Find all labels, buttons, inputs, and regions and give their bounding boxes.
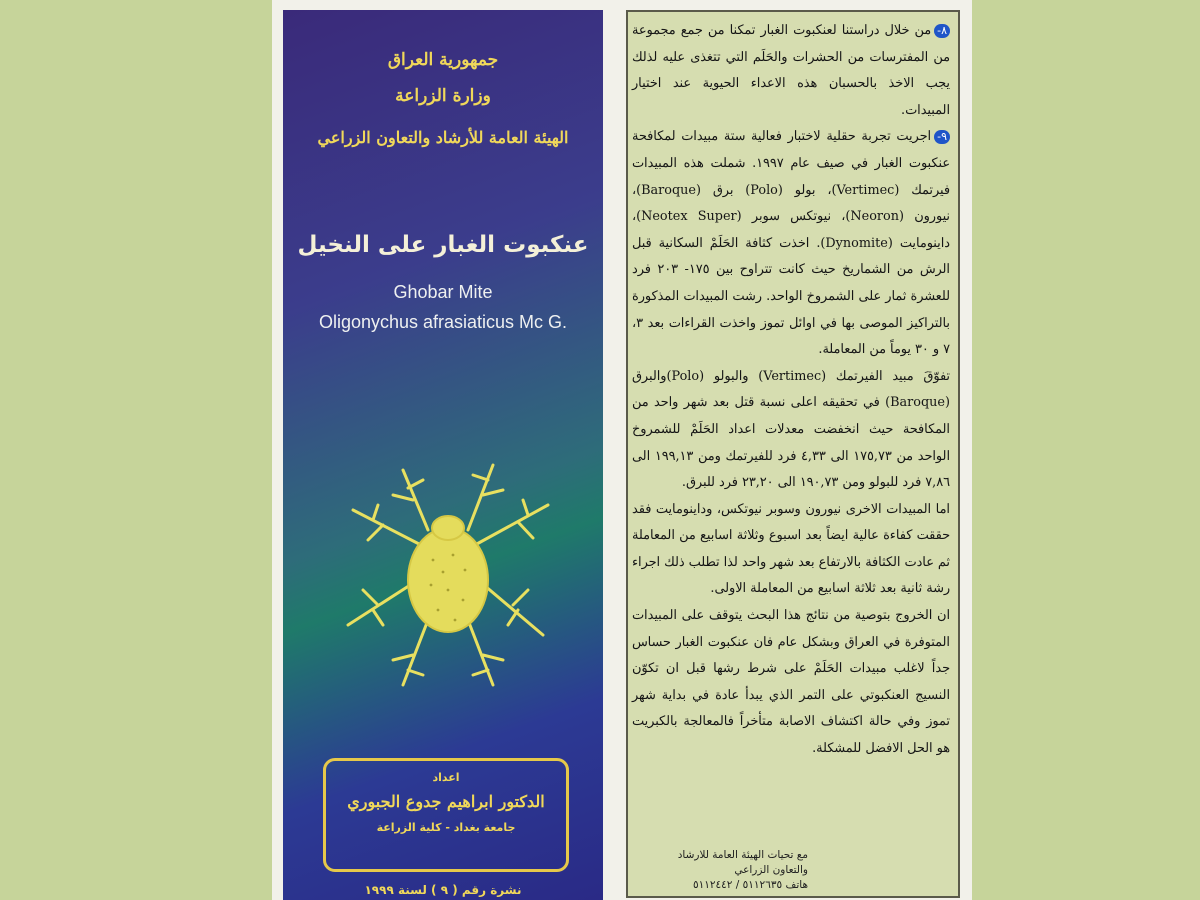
republic-heading: جمهورية العراق [387,50,499,70]
ministry-heading: وزارة الزراعة [395,86,491,106]
footer-phone: هاتف ٥١١٢٦٣٥ / ٥١١٢٤٤٢ [692,879,808,891]
paragraph-8-text: من خلال دراستنا لعنكبوت الغبار تمكنا من جمع مجموعة من المفترسات من الحشرات والحَلَم التي تتغذى عليه لذلك يجب الاخذ بالحسبان هذه الاعداء الحيوية عند اختيار المبيدات. [632,23,950,118]
english-title: Ghobar Mite [393,282,493,302]
footer-credit [628,848,808,893]
paragraph-recommendation: ان الخروج بتوصية من نتائج هذا البحث يتوقف على المبيدات المتوفرة في العراق وبشكل عام فان عنكبوت الغبار حساس جداً لاغلب مبيدات الحَلَمْ على شرط رشها قبل ان تكوّن النسيج العنكبوتي على التمر الذي يبدأ عادة في بداية شهر تموز وفي حالة اكتشاف الاصابة متأخراً فالمعالجة بالكبريت هو الحل الافضل للمشكلة. [632,608,950,757]
paragraph-9 [632,124,950,363]
item-number-9: ٩- [934,130,950,144]
paragraph-results: تفوّقَ مبيد الفيرتمك (Vertimec) والبولو (Polo)والبرق (Baroque) في تحقيقه اعلى نسبة قتل بعد شهر واحد من المكافحة حيث انخفضت معدلات اعداد الحَلَمْ للشمروخ الواحد من ١٧٥,٧٣ الى ٤,٣٣ فرد للفيرتمك ومن ١٩٩,١٣ الى ٧,٨٦ فرد للبولو ومن ١٩٠,٧٣ الى ٢٣,٢٠ فرد للبرق. [632,368,950,491]
text-panel [626,10,960,898]
footer-line-2: والتعاون الزراعي [734,864,808,876]
author-name: الدكتور ابراهيم جدوع الجبوري [347,792,545,811]
paragraph-8 [632,18,950,124]
authority-heading: الهيئة العامة للأرشاد والتعاون الزراعي [317,128,569,147]
arabic-title: عنكبوت الغبار على النخيل [297,232,589,258]
footer-line-1: مع تحيات الهيئة العامة للارشاد [677,849,808,861]
author-box [323,758,569,872]
mite-illustration [333,450,563,700]
scientific-name: Oligonychus afrasiaticus Mc G. [318,312,568,332]
item-number-8: ٨- [934,24,950,38]
cover-panel [283,10,603,900]
paragraph-other-pesticides: اما المبيدات الاخرى نيورون وسوبر نيوتكس، وداينومايت فقد حققت كفاءة عالية ايضاً بعد اسبوع وثلاثة اسابيع من المعاملة ثم عادت الكثافة بالارتفاع بعد شهر واحد لذا تطلب ذلك اجراء رشة ثانية بعد ثلاثة اسابيع من المعاملة الاولى. [632,501,950,597]
paragraph-9-text: اجريت تجربة حقلية لاختبار فعالية ستة مبيدات لمكافحة عنكبوت الغبار في صيف عام ١٩٩٧. شملت هذه المبيدات فيرتمك (Vertimec)، بولو (Polo) برق (Baroque)، نيورون (Neoron)، نيوتكس سوبر (Neotex Super)، داينومايت (Dynomite). اخذت كثافة الحَلَمْ السكانية قبل الرش من الشماريخ حيث كانت تتراوح بين ١٧٥- ٢٠٣ فرد للعشرة ثمار على الشمروخ الواحد. رشت المبيدات المذكورة بالتراكيز الموصى بها في اوائل تموز واخذت القراءات بعد ٣، ٧ و ٣٠ يوماً من المعاملة. [632,129,950,358]
bulletin-number: نشرة رقم ( ٩ ) لسنة ١٩٩٩ [364,883,522,897]
author-affiliation: جامعة بغداد - كلية الزراعة [376,821,516,834]
prepared-by-label: اعداد [432,771,460,784]
body-text [632,18,950,763]
